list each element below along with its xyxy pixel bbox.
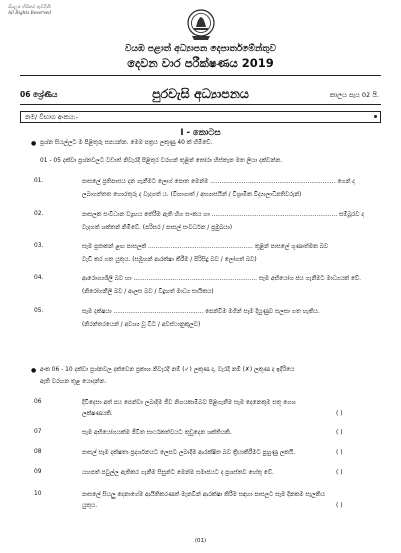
question-number: 04. (34, 275, 44, 281)
answer-bracket[interactable]: ( ) (336, 429, 343, 436)
question-01-line1: පාසලේ ප්‍රතිපාසය දන ගැනීමට ලොග් පොත මෙන්ම ................................................................... ගෙන් ද (82, 179, 355, 185)
instruction-mcq: 01 - 05 දක්වා ප්‍රශ්නවලට වඩාත් නිවැරදි පිළිතුර වරහන් තුළින් තෝරා හිස්තැන මත ලියා දක්වන්න. (40, 158, 283, 164)
question-07-line1: සෑම අභියෝගයක්ම ජීවිත සාර්ථකත්වයට තුඩුදෙන ශක්තියකි. (82, 430, 232, 436)
question-number: 05. (34, 308, 44, 314)
question-04-line2: (නිරෝගනීලී බව / ආලස බව / විදුහත් මාධ්‍ය සායිකය) (82, 289, 214, 295)
question-03-line2: වැඩි කර ගත යුතුය. (සමූහන් ආරක්ෂා කිරීම / පිරිසිදු බව / ලෝගත් බව) (82, 257, 257, 263)
question-01-line2: ලබාගත්තත හොරතුරු ද වැදගත් ය. (විභාගාත් / අභ්‍යාසයින් / විශ්‍රාමික විද්‍යාලාධිපතිවරුන්) (82, 192, 302, 198)
name-index-box[interactable] (20, 111, 381, 123)
question-06-line2: ලක්ෂණයකි. (82, 411, 113, 417)
section-title: I - කොටස (180, 128, 221, 138)
instruction-truefalse-line1: අංක 06 - 10 දක්වා ප්‍රශ්නවල දක්වෙන ප්‍රකාශ නිවැරදි නම් (✓) ලකුණ ද, වැරදි නම් (✗) ලකුණ ද ඉදිරියෙ (40, 367, 295, 373)
question-number: 09 (34, 469, 42, 475)
question-number: 10 (34, 491, 42, 497)
name-index-label: නම/ විභාග අංකය:- (25, 113, 78, 121)
question-number: 06 (34, 399, 42, 405)
answer-bracket[interactable]: ( ) (336, 449, 343, 456)
subject-title: පුරවැසි අධ්‍යාපනය (152, 86, 249, 101)
box-mark-icon (374, 115, 377, 118)
instruction-truefalse-line2: ඇති වරහන තුළ යොදන්න. (40, 379, 107, 385)
question-08-line1: පාසල් සෑම දක්ෂතා ප්‍රදර්ශනයට ලෙසට ලබාදීම ආරක්ෂිත බව ක්‍රියාකිරීමට පුහුණු ලකයි. (82, 450, 296, 456)
time-label: කාලය පැය 02 යි. (329, 91, 379, 99)
question-06-line1: දිවිදෙසා අත් පය පෙන්වා ලබාදිම ජීව නිගයකාමිබව පිළිගැනීම සෑම දෙනෙකුම සතු ගෙශ (82, 400, 296, 406)
grade-label: 06 ශ්‍රේණිය (20, 90, 58, 99)
term-title: දෙවන වාර පරීක්ෂණය 2019 (127, 56, 274, 70)
question-number: 02. (34, 211, 44, 217)
question-10-line2: යුතුය. (82, 503, 98, 509)
bullet-icon: ● (31, 367, 37, 374)
rights-sinhala: සියලුම හිමිකම් ඇවිරිණි (8, 5, 51, 10)
question-09-line1: යහපත් පවුල්ල ඇතිකර ගැනීම සිසුන්ට මෙන්ම සමාජයට ද ප්‍රශස්තව හේතු වේ. (82, 470, 274, 476)
question-03-line1: සෑම ප්‍රජාකන් ළඟ පාසලක් ........................................................ තුළින් පාසලේ ගුණාත්මක බව (82, 244, 329, 250)
question-number: 03. (34, 243, 44, 249)
department-title: වයඹ පළාත් අධ්‍යාපන දෙපාර්තමේන්තුව (125, 44, 276, 54)
answer-bracket[interactable]: ( ) (336, 469, 343, 476)
question-04-line1: ආරොග්‍යශීලී බව හා .................................................................. සෑම අභියෝග ජය ගැනීමට මාධ්‍යයක් වේ. (82, 276, 361, 282)
question-05-line1: සෑම දක්ෂයා ................................................ පෙන්වීම මගින් සෑම දියුණුව සලසා ගත හැකිය. (82, 309, 320, 315)
question-10-line1: පාසලේ සියලු දෙනාගේම ආයිතිකරණත් මැනවින් ආරක්ෂා කිරීම සඳහා පාසලට සෑම දිනකම සැලකිය (82, 492, 325, 498)
page-number: (01) (194, 538, 207, 544)
rights-english: All Rights Reserved (8, 10, 51, 16)
question-02-line2: වැදගත් ශක්තන් නිමිවේ. (පරිසර / පාසල් සංවර්ධන / ප්‍රමුඛයා) (82, 225, 233, 231)
header-rule (20, 75, 381, 76)
answer-bracket[interactable]: ( ) (336, 502, 343, 509)
national-emblem-icon (186, 8, 216, 42)
question-number: 07 (34, 429, 42, 435)
answer-bracket[interactable]: ( ) (336, 410, 343, 417)
question-05-line2: (නිරන්තරයෙන් / අවශ්‍ය වූ විට / අවස්ථානුකූලව) (82, 322, 201, 328)
rights-notice (8, 5, 51, 16)
question-02-line1: පාසලක සංවිධාන ව්‍යූහය තේරීම ඇති හිග සංංකය හා ................................................................... සම්බූරව ද (82, 212, 364, 218)
question-number: 08 (34, 449, 42, 455)
header-rule-bottom (20, 104, 381, 105)
question-number: 01. (34, 178, 44, 184)
instruction-general: ප්‍රශ්න සියල්ලට ම පිළිතුරු සපයන්න. මෙම පත්‍රය ලකුණු 40 ක් හිමිවේ. (40, 140, 213, 146)
bullet-icon: ● (31, 140, 37, 147)
